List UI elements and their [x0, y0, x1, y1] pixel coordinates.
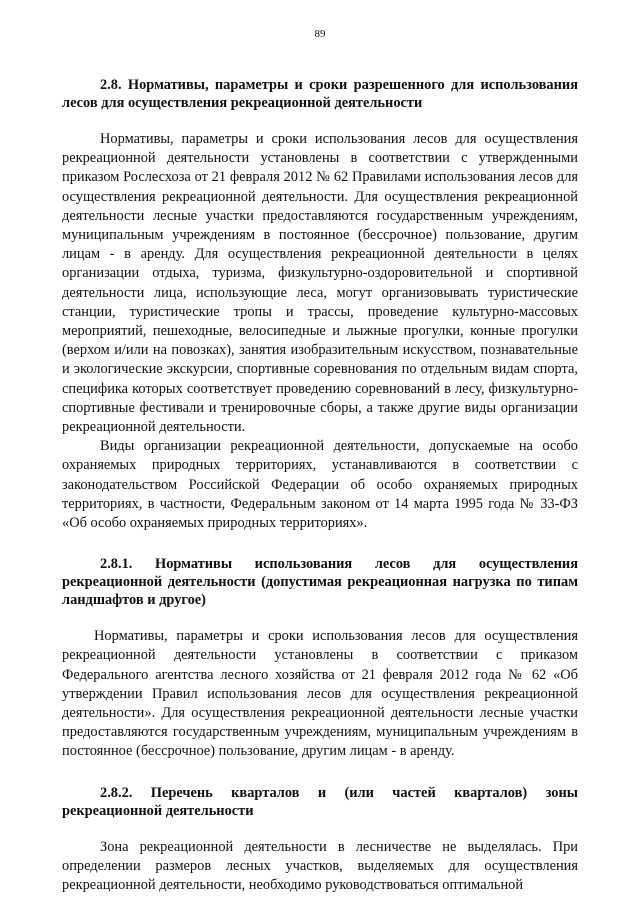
spacer	[62, 533, 578, 555]
section-heading-2-8-2: 2.8.2. Перечень кварталов и (или частей кварталов) зоны рекреационной деятельности	[62, 784, 578, 819]
section-2-8-2-paragraph-1: Зона рекреационной деятельности в лесничестве не выделялась. При определении размеров лесных участков, выделяемых для осуществления рекреационной деятельности, необходимо руководствоваться оптимальной	[62, 838, 578, 894]
section-2-8-1-paragraph-1: Нормативы, параметры и сроки использования лесов для осуществления рекреационной деятельности установлены в соответствии с приказом Федерального агентства лесного хозяйства от 21 февраля 2012 года № 62 «Об утверждении Правил использования лесов для осуществления рекреационной деятельности». Для осуществления рекреационной деятельности лесные участки предоставляются государственным учреждениям, муниципальным учреждениям в постоянное (бессрочное) пользование, другим лицам - в аренду.	[62, 628, 578, 760]
document-page	[62, 28, 578, 895]
section-heading-2-8-1: 2.8.1. Нормативы использования лесов для осуществления рекреационной деятельности (допустимая рекреационная нагрузка по типам ландшафтов и другое)	[62, 556, 578, 609]
spacer	[62, 762, 578, 784]
section-2-8-paragraph-2: Виды организации рекреационной деятельности, допускаемые на особо охраняемых природных территориях, устанавливаются в соответствии с законодательством Российской Федерации об особо охраняемых природных территориях, в частности, Федеральным законом от 14 марта 1995 года № 33-ФЗ «Об особо охраняемых природных территориях».	[62, 438, 578, 532]
section-heading-2-8: 2.8. Нормативы, параметры и сроки разрешенного для использования лесов для осуществления рекреационной деятельности	[62, 77, 578, 111]
section-2-8-paragraph-1: Нормативы, параметры и сроки использования лесов для осуществления рекреационной деятельности установлены в соответствии с утвержденными приказом Рослесхоза от 21 февраля 2012 № 62 Правилами использования лесов для осуществления рекреационной деятельности. Для осуществления рекреационной деятельности лесные участки предоставляются государственным учреждениям, муниципальным учреждениям в постоянное (бессрочное) пользование, другим лицам - в аренду. Для осуществления рекреационной деятельности в целях организации отдыха, туризма, физкультурно-оздоровительной и спортивной деятельности лица, использующие леса, могут организовывать туристические станции, туристические тропы и трассы, проведение культурно-массовых мероприятий, пешеходные, велосипедные и лыжные прогулки, конные прогулки (верхом и/или на повозках), занятия изобразительным искусством, познавательные и экологические экскурсии, спортивные соревнования по отдельным видам спорта, специфика которых соответствует проведению соревнований в лесу, физкультурно-спортивные фестивали и тренировочные сборы, а также другие виды организации рекреационной деятельности.	[62, 131, 578, 436]
page-number: 89	[314, 28, 326, 40]
